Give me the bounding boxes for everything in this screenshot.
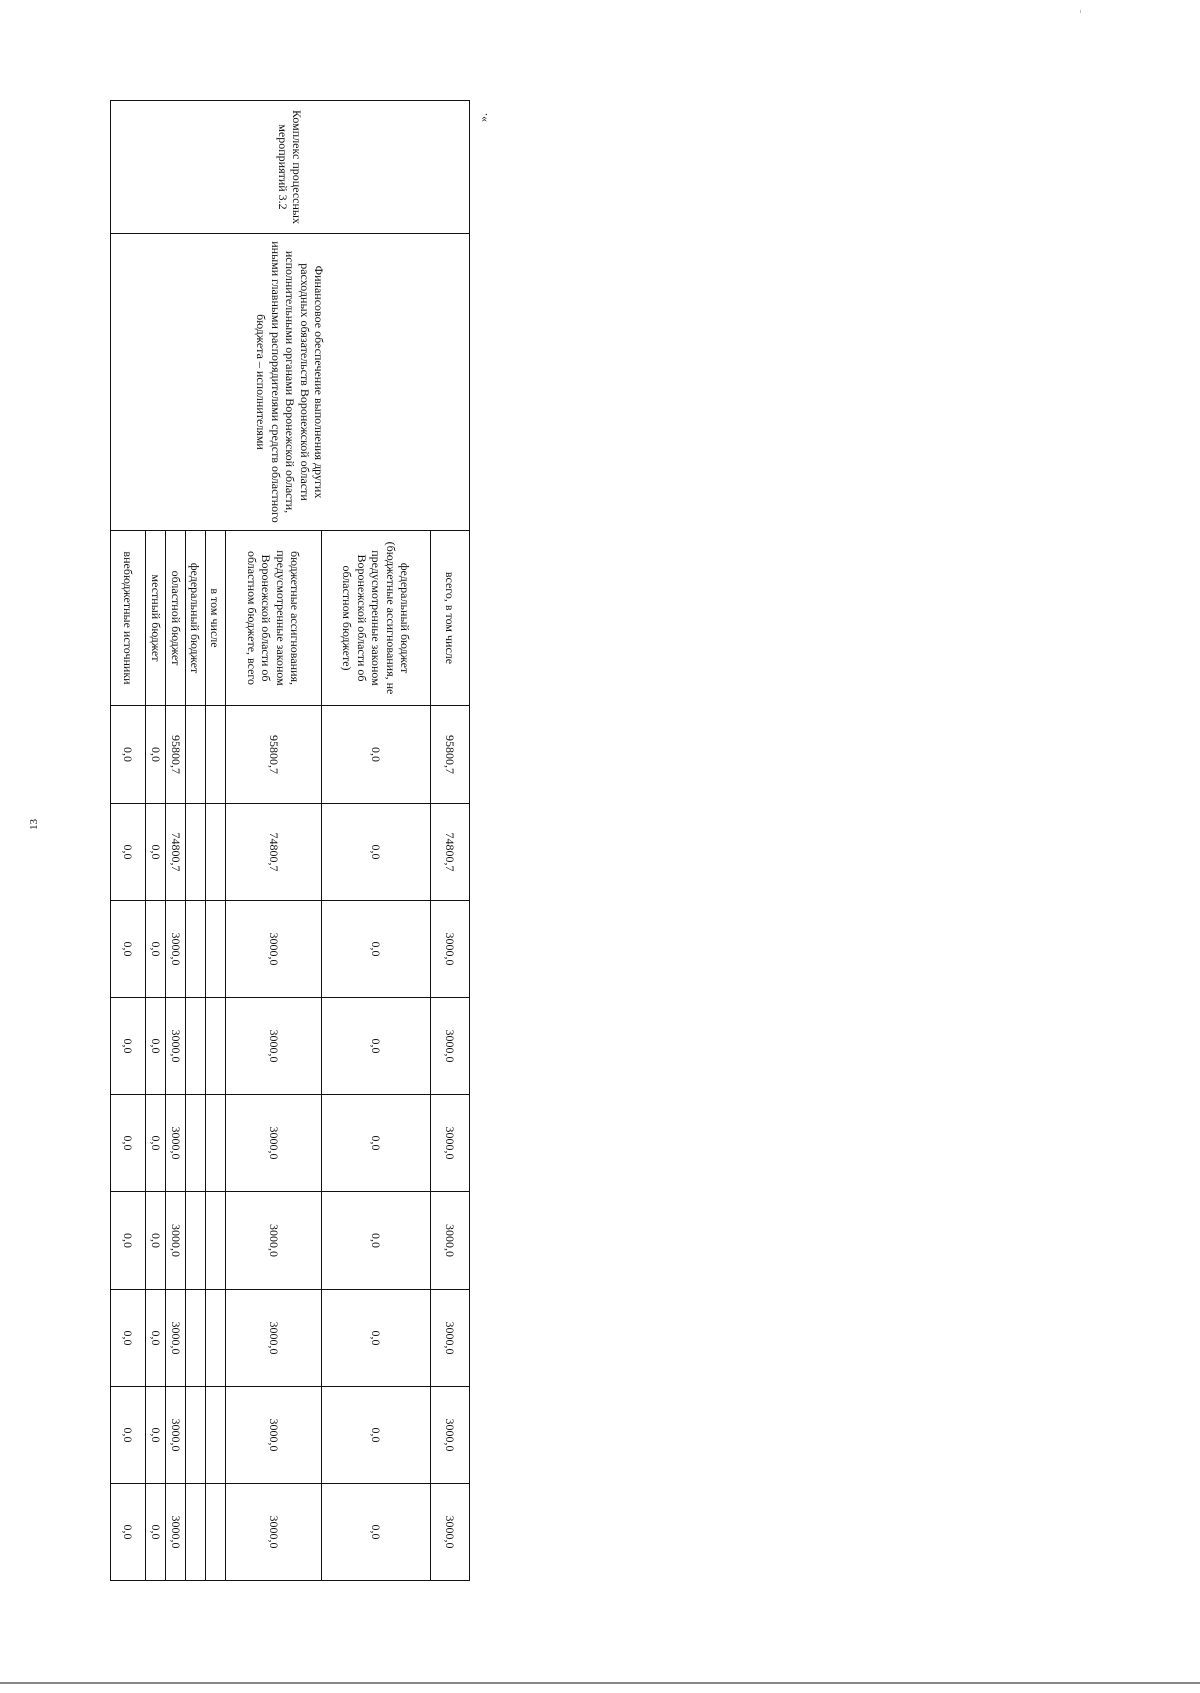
value-cell: [205, 998, 225, 1095]
value-cell: 3000,0: [225, 1484, 322, 1581]
page-number: 13: [28, 819, 40, 830]
value-cell: 0,0: [111, 1387, 146, 1484]
value-cell: 0,0: [322, 804, 431, 901]
value-cell: 0,0: [145, 1192, 165, 1290]
program-status-cell: Комплекс процессных мероприятий 3.2: [111, 101, 470, 234]
value-cell: 0,0: [322, 706, 431, 804]
value-cell: [205, 1192, 225, 1290]
value-cell: 0,0: [111, 998, 146, 1095]
value-cell: 0,0: [145, 1095, 165, 1192]
value-cell: 0,0: [111, 1290, 146, 1387]
funding-source-cell: областной бюджет: [165, 531, 185, 706]
value-cell: [185, 1095, 205, 1192]
value-cell: 0,0: [145, 1484, 165, 1581]
value-cell: 3000,0: [225, 1290, 322, 1387]
value-cell: 95800,7: [430, 706, 469, 804]
value-cell: 0,0: [111, 1484, 146, 1581]
program-title-cell: Финансовое обеспечение выполнения других расходных обязательств Воронежской области исполнительными органами Воронежской области, иными главными распорядителями средств областного бюджета – исполнителями: [111, 234, 470, 531]
value-cell: 3000,0: [165, 1095, 185, 1192]
table-row: [430, 101, 469, 1581]
value-cell: 3000,0: [430, 1484, 469, 1581]
value-cell: 3000,0: [225, 1387, 322, 1484]
value-cell: 3000,0: [430, 1290, 469, 1387]
funding-source-cell: федеральный бюджет (бюджетные ассигнования, не предусмотренные законом Воронежской области об областном бюджете): [322, 531, 431, 706]
closing-quote-mark: ».: [476, 113, 490, 122]
value-cell: 3000,0: [430, 901, 469, 998]
value-cell: 0,0: [145, 901, 165, 998]
value-cell: [185, 706, 205, 804]
value-cell: 3000,0: [225, 998, 322, 1095]
value-cell: 0,0: [111, 901, 146, 998]
value-cell: 3000,0: [165, 1192, 185, 1290]
value-cell: 74800,7: [165, 804, 185, 901]
value-cell: [185, 1192, 205, 1290]
funding-source-cell: в том числе: [205, 531, 225, 706]
value-cell: 3000,0: [165, 901, 185, 998]
value-cell: [185, 1290, 205, 1387]
value-cell: 3000,0: [430, 1387, 469, 1484]
funding-source-cell: федеральный бюджет: [185, 531, 205, 706]
value-cell: 0,0: [322, 1192, 431, 1290]
value-cell: 0,0: [111, 1192, 146, 1290]
value-cell: 95800,7: [225, 706, 322, 804]
value-cell: 3000,0: [225, 901, 322, 998]
value-cell: 0,0: [145, 1290, 165, 1387]
value-cell: [205, 901, 225, 998]
value-cell: 0,0: [322, 1095, 431, 1192]
value-cell: [205, 1484, 225, 1581]
value-cell: [185, 1387, 205, 1484]
scan-speck: [1080, 10, 1081, 13]
value-cell: [185, 998, 205, 1095]
value-cell: [185, 901, 205, 998]
value-cell: [205, 1290, 225, 1387]
value-cell: 0,0: [322, 1484, 431, 1581]
value-cell: 3000,0: [225, 1192, 322, 1290]
value-cell: 0,0: [322, 998, 431, 1095]
value-cell: 74800,7: [225, 804, 322, 901]
value-cell: 0,0: [111, 1095, 146, 1192]
value-cell: [185, 1484, 205, 1581]
rotated-table-wrapper: [110, 100, 470, 1580]
value-cell: 3000,0: [165, 998, 185, 1095]
value-cell: 0,0: [322, 1387, 431, 1484]
value-cell: 0,0: [322, 901, 431, 998]
value-cell: 0,0: [145, 1387, 165, 1484]
value-cell: [205, 1387, 225, 1484]
value-cell: 0,0: [111, 804, 146, 901]
value-cell: 3000,0: [165, 1387, 185, 1484]
funding-source-cell: бюджетные ассигнования, предусмотренные законом Воронежской области об областном бюджете, всего: [225, 531, 322, 706]
value-cell: 0,0: [145, 706, 165, 804]
value-cell: 0,0: [145, 804, 165, 901]
value-cell: 74800,7: [430, 804, 469, 901]
value-cell: [205, 706, 225, 804]
value-cell: 0,0: [145, 998, 165, 1095]
value-cell: [205, 1095, 225, 1192]
value-cell: 3000,0: [165, 1484, 185, 1581]
budget-table: [110, 100, 470, 1581]
funding-source-cell: внебюджетные источники: [111, 531, 146, 706]
value-cell: 3000,0: [165, 1290, 185, 1387]
value-cell: [205, 804, 225, 901]
funding-source-cell: всего, в том числе: [430, 531, 469, 706]
scan-bottom-edge: [0, 1682, 1200, 1684]
value-cell: [185, 804, 205, 901]
funding-source-cell: местный бюджет: [145, 531, 165, 706]
value-cell: 95800,7: [165, 706, 185, 804]
value-cell: 3000,0: [225, 1095, 322, 1192]
value-cell: 0,0: [322, 1290, 431, 1387]
value-cell: 3000,0: [430, 1095, 469, 1192]
value-cell: 3000,0: [430, 998, 469, 1095]
value-cell: 0,0: [111, 706, 146, 804]
value-cell: 3000,0: [430, 1192, 469, 1290]
